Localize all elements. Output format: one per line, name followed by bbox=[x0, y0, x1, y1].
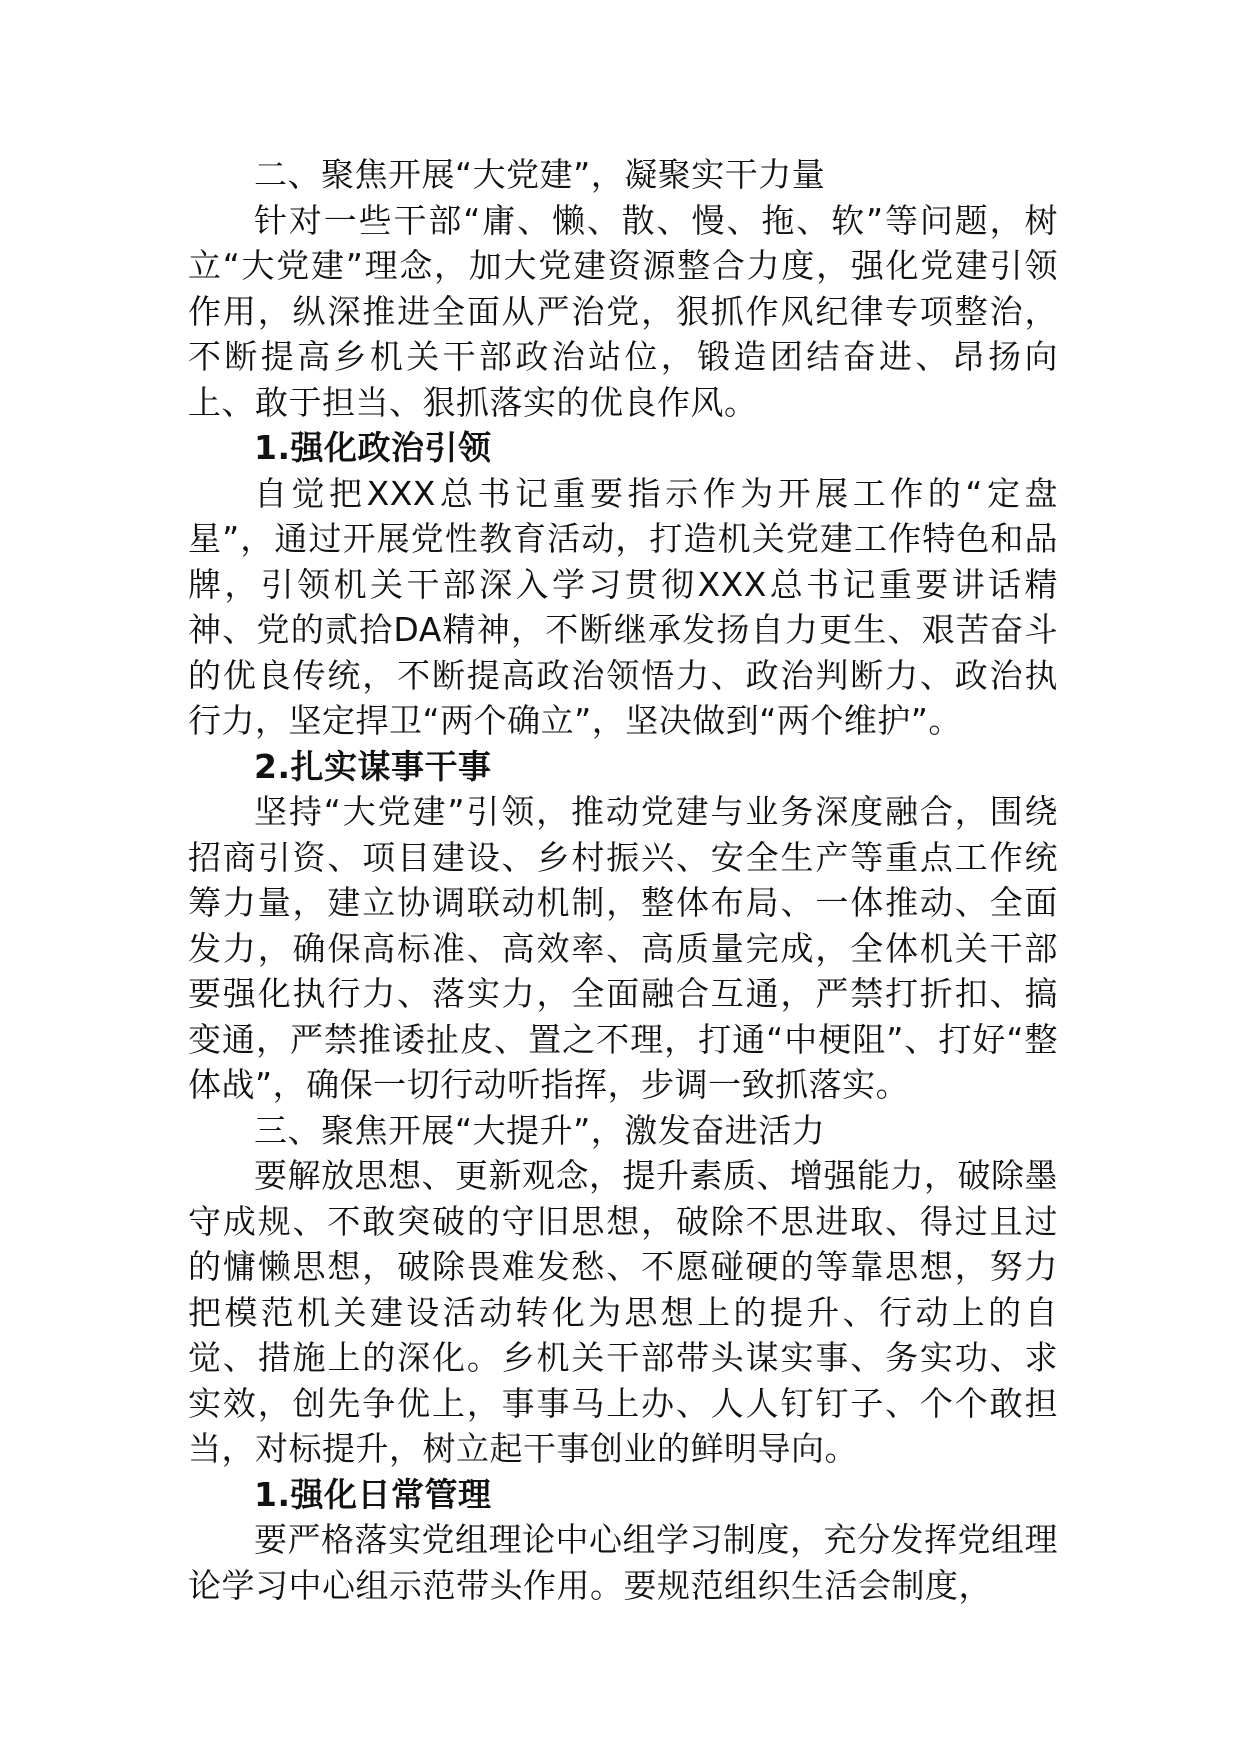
section-heading: 二、聚焦开展“大党建”，凝聚实干力量 bbox=[254, 155, 826, 194]
body-paragraph: 自觉把XXX总书记重要指示作为开展工作的“定盘星”，通过开展党性教育活动，打造机关党建工作特色和品牌，引领机关干部深入学习贯彻XXX总书记重要讲话精神、党的贰拾DA精神，不断继承发扬自力更生、艰苦奋斗的优良传统，不断提高政治领悟力、政治判断力、政治执行力，坚定捍卫“两个确立”，坚决做到“两个维护”。 bbox=[188, 473, 1058, 740]
body-paragraph: 要解放思想、更新观念，提升素质、增强能力，破除墨守成规、不敢突破的守旧思想，破除不思进取、得过且过的慵懒思想，破除畏难发愁、不愿碰硬的等靠思想，努力把模范机关建设活动转化为思想上的提升、行动上的自觉、措施上的深化。乡机关干部带头谋实事、务实功、求实效，创先争优上，事事马上办、人人钉钉子、个个敢担当，对标提升，树立起干事创业的鲜明导向。 bbox=[188, 1156, 1058, 1468]
body-paragraph: 坚持“大党建”引领，推动党建与业务深度融合，围绕招商引资、项目建设、乡村振兴、安全生产等重点工作统筹力量，建立协调联动机制，整体布局、一体推动、全面发力，确保高标准、高效率、高质量完成，全体机关干部要强化执行力、落实力，全面融合互通，严禁打折扣、搞变通，严禁推诿扯皮、置之不理，打通“中梗阻”、打好“整体战”，确保一切行动听指挥，步调一致抓落实。 bbox=[188, 792, 1058, 1104]
subheading: 1.强化日常管理 bbox=[254, 1474, 492, 1514]
document-body bbox=[188, 152, 1058, 1608]
section-heading: 三、聚焦开展“大提升”，激发奋进活力 bbox=[254, 1110, 826, 1150]
body-paragraph: 针对一些干部“庸、懒、散、慢、拖、软”等问题，树立“大党建”理念，加大党建资源整合力度，强化党建引领作用，纵深推进全面从严治党，狠抓作风纪律专项整治，不断提高乡机关干部政治站位，锻造团结奋进、昂扬向上、敢于担当、狠抓落实的优良作风。 bbox=[188, 200, 1058, 422]
body-paragraph: 要严格落实党组理论中心组学习制度，充分发挥党组理论学习中心组示范带头作用。要规范组织生活会制度， bbox=[188, 1520, 1058, 1605]
subheading: 1.强化政治引领 bbox=[254, 428, 492, 467]
subheading: 2.扎实谋事干事 bbox=[254, 746, 492, 786]
